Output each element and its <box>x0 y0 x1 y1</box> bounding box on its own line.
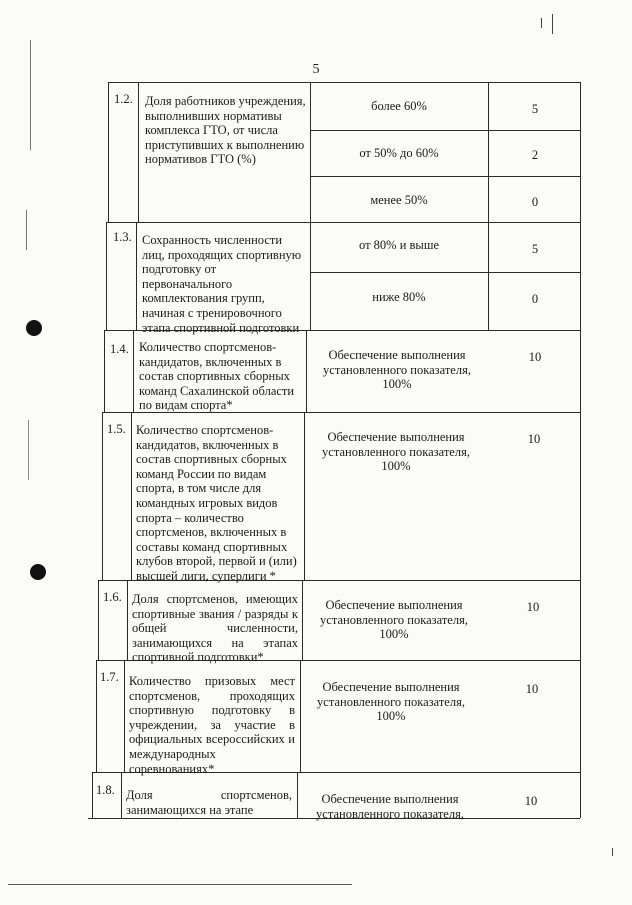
margin-mark <box>612 848 613 856</box>
row-description: Количество спортсменов-кандидатов, включенных в состав спортивных сборных команд Сахалинской области по видам спорта* <box>139 340 295 413</box>
margin-mark <box>26 210 27 250</box>
criterion-label: Обеспечение выполнения установленного показателя, 100% <box>317 680 465 724</box>
criterion-score: 5 <box>531 102 539 116</box>
criterion-label: Обеспечение выполнения установленного показателя, 100% <box>323 348 471 392</box>
table-rule <box>302 580 303 660</box>
criterion-score: 0 <box>531 195 539 209</box>
margin-mark <box>28 420 29 480</box>
table-rule <box>580 82 581 818</box>
table-rule <box>131 412 132 580</box>
table-rule <box>121 772 122 818</box>
criterion-label: более 60% <box>371 99 427 113</box>
criterion-label: менее 50% <box>370 193 428 207</box>
table-rule <box>127 580 128 660</box>
row-number: 1.8. <box>96 783 115 797</box>
table-rule <box>98 580 99 660</box>
page-number: 5 <box>312 62 320 77</box>
criterion-score: 10 <box>526 600 540 614</box>
table-rule <box>310 272 580 273</box>
criterion-score: 10 <box>524 794 538 808</box>
table-rule <box>133 330 134 412</box>
row-number: 1.3. <box>113 230 132 244</box>
row-description: Сохранность численности лиц, проходящих спортивную подготовку от первоначального комплектования групп, начиная с тренировочного этапа спортивной подготовки <box>142 233 302 335</box>
margin-mark <box>541 18 542 28</box>
criterion-label: от 80% и выше <box>359 238 439 252</box>
table-rule <box>306 330 307 412</box>
table-rule <box>124 660 125 772</box>
row-description: Доля работников учреждения, выполнивших нормативы комплекса ГТО, от числа приступивших к выполнению нормативов ГТО (%) <box>145 94 306 167</box>
table-rule <box>297 772 298 818</box>
table-rule <box>310 176 580 177</box>
table-rule <box>92 772 93 818</box>
table-rule <box>300 660 301 772</box>
row-description: Количество призовых мест спортсменов, проходящих спортивную подготовку в учреждении, за участие в официальных всероссийских и международных соревнованиях* <box>129 674 295 776</box>
table-rule <box>138 82 139 222</box>
criterion-score: 10 <box>525 682 539 696</box>
criterion-score: 2 <box>531 148 539 162</box>
row-description: Доля спортсменов, занимающихся на этапе <box>126 788 292 817</box>
footer-rule <box>8 884 352 885</box>
row-number: 1.4. <box>110 342 129 356</box>
table-rule <box>488 82 489 330</box>
criterion-score: 5 <box>531 242 539 256</box>
criterion-label: Обеспечение выполнения установленного показателя, 100% <box>322 430 470 474</box>
table-rule <box>310 130 580 131</box>
criterion-score: 10 <box>528 350 542 364</box>
table-rule <box>136 222 137 330</box>
row-number: 1.7. <box>100 670 119 684</box>
row-description: Доля спортсменов, имеющих спортивные звания / разряды к общей численности, занимающихся на этапах спортивной подготовки* <box>132 592 298 665</box>
table-rule <box>108 82 580 83</box>
criterion-label: Обеспечение выполнения установленного показателя, <box>316 792 464 821</box>
row-number: 1.5. <box>107 422 126 436</box>
table-rule <box>102 412 103 580</box>
row-number: 1.2. <box>114 92 133 106</box>
criterion-label: ниже 80% <box>372 290 426 304</box>
margin-mark <box>30 40 31 150</box>
criterion-label: Обеспечение выполнения установленного показателя, 100% <box>320 598 468 642</box>
table-rule <box>106 222 107 330</box>
table-rule <box>108 82 109 222</box>
margin-mark <box>552 14 553 34</box>
table-rule <box>310 82 311 330</box>
table-rule <box>96 660 97 772</box>
criterion-score: 0 <box>531 292 539 306</box>
criterion-label: от 50% до 60% <box>359 146 439 160</box>
table-rule <box>106 222 580 223</box>
row-description: Количество спортсменов-кандидатов, включенных в состав спортивных сборных команд России по видам спорта, в том числе для командных игровых видов спорта – количество спортсменов, включенных в составы команд спортивных клубов второй, первой и (или) высшей лиги, суперлиги * <box>136 423 297 583</box>
table-rule <box>104 330 105 412</box>
criterion-score: 10 <box>527 432 541 446</box>
table-rule <box>304 412 305 580</box>
binder-hole <box>26 320 42 336</box>
row-number: 1.6. <box>103 590 122 604</box>
binder-hole <box>30 564 46 580</box>
